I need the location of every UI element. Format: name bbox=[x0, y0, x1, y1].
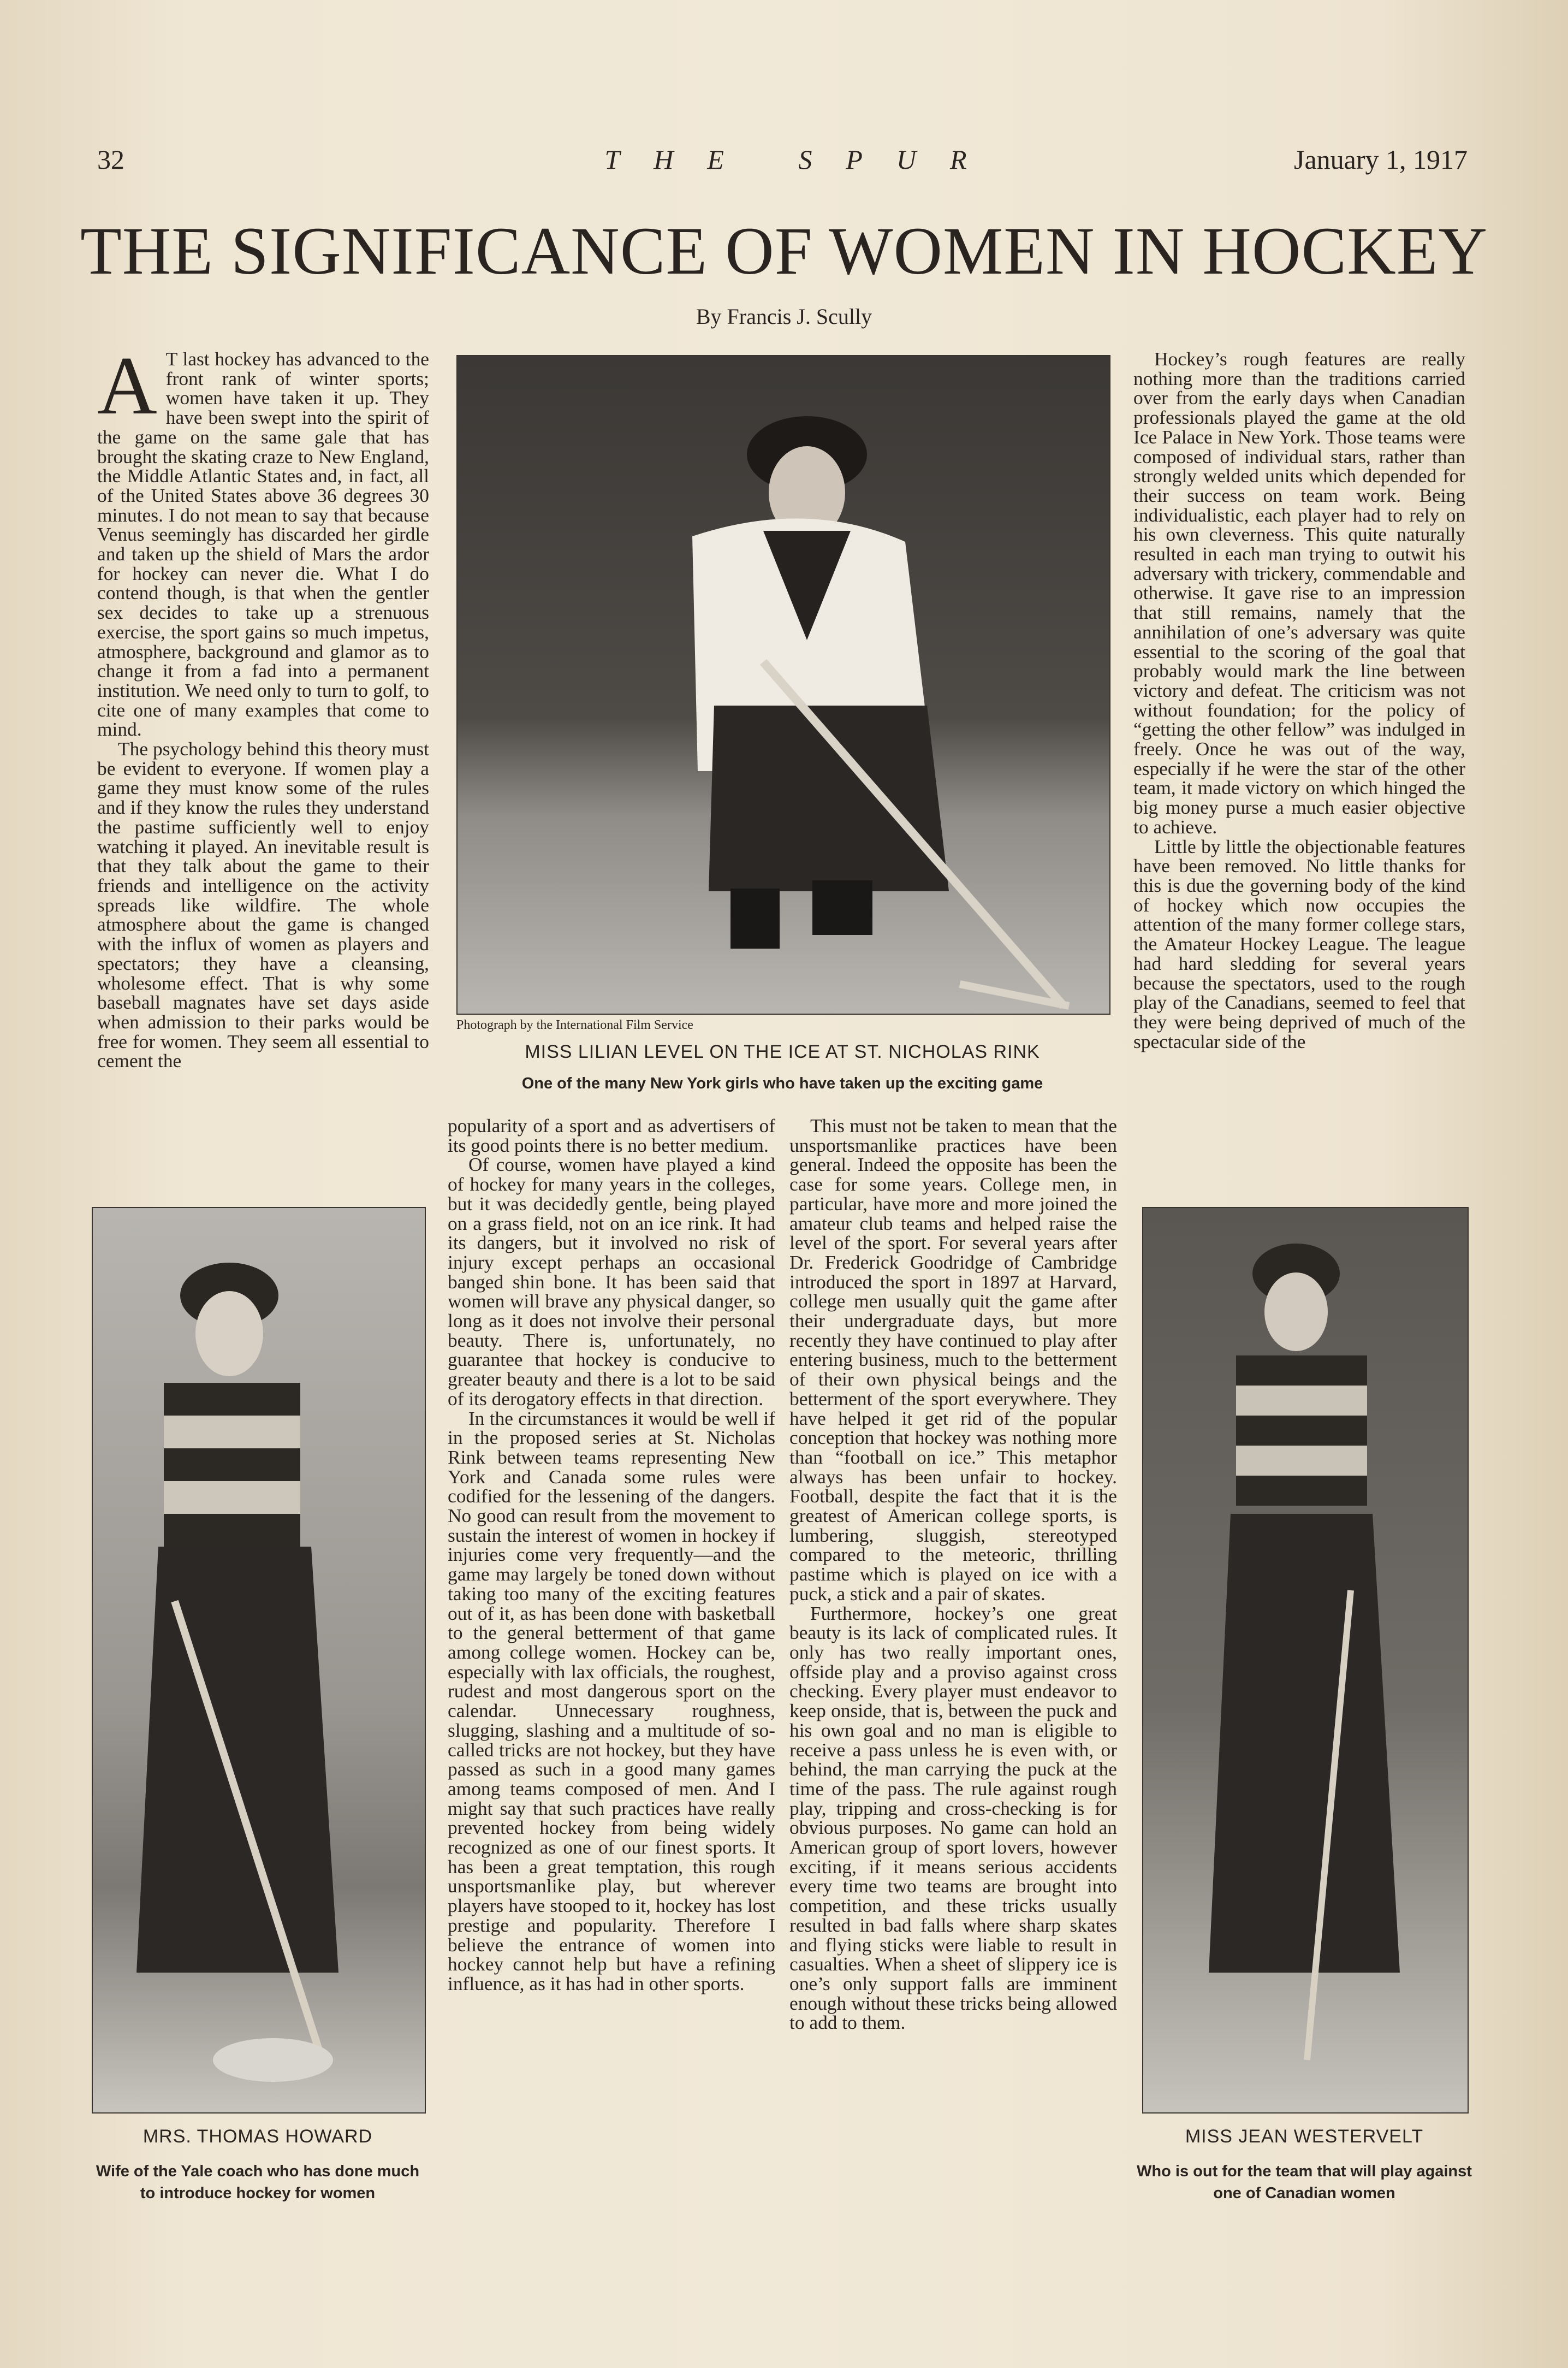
magazine-title: THE SPUR bbox=[604, 144, 1001, 175]
article-paragraph: In the circumstances it would be well if in the proposed series at St. Nicholas Rink between teams representing New York and Canada some rules were codified for the lessening of the dangers. No good can result from the movement to sustain the interest of women in hockey if injuries come very frequently—and the game may largely be toned down without taking too many of the exciting features out of it, as has been done with basketball to the general betterment of that game among college women. Hockey can be, especially with lax officials, the roughest, rudest and most dangerous sport on the calendar. Unnecessary roughness, slugging, slashing and a multitude of so-called tricks are not hockey, but they have passed as such in a good many games among teams composed of men. And I might say that such practices have really prevented hockey from being widely recognized as one of our finest sports. It has been a great temptation, this rough unsportsmanlike play, but wherever players have stooped to it, hockey has lost prestige and popularity. Therefore I believe the entrance of women into hockey cannot help but have a refining influence, as it has had in other sports. bbox=[448, 1407, 775, 1994]
photo-mrs-thomas-howard bbox=[92, 1207, 426, 2114]
article-paragraph: popularity of a sport and as advertisers of its good points there is no better medium. bbox=[448, 1115, 775, 1156]
page-number: 32 bbox=[97, 144, 124, 175]
drop-cap: A bbox=[97, 340, 157, 431]
article-title: THE SIGNIFICANCE OF WOMEN IN HOCKEY bbox=[80, 214, 1488, 288]
issue-date: January 1, 1917 bbox=[1294, 144, 1468, 175]
photo-credit: Photograph by the International Film Service bbox=[456, 1018, 693, 1032]
article-paragraph: Hockey’s rough features are really nothing more than the traditions carried over from the early days when Canadian professionals played the game at the old Ice Palace in New York. Those teams were composed of individual stars, rather than strongly welded units which depended for their success on team work. Being individualistic, each player had to rely on his own cleverness. This quite naturally resulted in each man trying to outwit his adversary with trickery, commendable and otherwise. It gave rise to an impression that still remains, namely that the annihilation of one’s adversary was quite essential to the scoring of the goal that probably would mark the line between victory and defeat. The criticism was not without foundation; for the policy of “getting the other fellow” was indulged in freely. Once he was out of the way, especially if he were the star of the other team, it made victory on which hinged the big money purse a much easier objective to achieve. bbox=[1133, 348, 1465, 838]
photo-caption-description: Who is out for the team that will play against one of Canadian women bbox=[1137, 2163, 1472, 2202]
skater-figure-illustration bbox=[458, 356, 1109, 1014]
photo-jean-westervelt bbox=[1142, 1207, 1469, 2114]
article-column-2 bbox=[448, 1116, 775, 1994]
article-paragraph: Little by little the objectionable features have been removed. No little thanks for this is due the governing body of the kind of hockey which now occupies the attention of the many former college stars, the Amateur Hockey League. The league had hard sledding for several years because the spectators, used to the rough play of the Canadians, seemed to feel that they were being deprived of much of the spectacular side of the bbox=[1133, 835, 1465, 1052]
article-paragraph: Furthermore, hockey’s one great beauty is its lack of complicated rules. It only has two really important ones, offside play and a proviso against cross checking. Every player must endeavor to keep onside, that is, between the puck and his own goal and no man is eligible to receive a pass unless he is even with, or behind, the man carrying the puck at the time of the pass. The rule against rough play, tripping and cross-checking is for obvious purposes. No game can hold an American group of sport lovers, however exciting, if it means serious accidents every time two teams are brought into competition, and these tricks usually resulted in bad falls where sharp skates and flying sticks were liable to result in casualties. When a sheet of slippery ice is one’s only support falls are imminent enough without these tricks being allowed to add to them. bbox=[789, 1602, 1117, 2034]
article-paragraph: The psychology behind this theory must be evident to everyone. If women play a game they must know some of the rules and if they know the rules they understand the pastime sufficiently well to enjoy watching it played. An inevitable result is that they talk about the game to their friends and intelligence on the activity spreads like wildfire. The whole atmosphere about the game is changed with the influx of women as players and spectators; they have a cleansing, wholesome effect. That is why some baseball magnates have set days aside when admission to their parks would be free for women. They seem all essential to cement the bbox=[97, 738, 429, 1072]
article-paragraph bbox=[97, 340, 429, 741]
article-paragraph: Of course, women have played a kind of hockey for many years in the colleges, but it was decidedly gentle, being played on a grass field, not on an ice rink. It had its dangers, but it involved no risk of injury except perhaps an occasional banged shin bone. It has been said that women will brave any physical danger, so long as it does not involve their personal beauty. There is, unfortunately, no guarantee that hockey is conducive to greater beauty and there is a lot to be said of its derogatory effects in that direction. bbox=[448, 1153, 775, 1410]
paragraph-text: T last hockey has advanced to the front rank of winter sports; women have taken it up. They have been swept into the spirit of the game on the same gale that has brought the skating craze to New England, the Middle Atlantic States and, in fact, all of the United States above 36 degrees 30 minutes. I do not mean to say that because Venus seemingly has discarded her girdle and taken up the shield of Mars the ardor for hockey can never die. What I do contend though, is that when the gentler sex decides to take up a strenuous exercise, the sport gains so much impetus, atmosphere, background and glamor as to change it from a fad into a permanent institution. We need only to turn to golf, to cite one of many examples that come to mind. bbox=[97, 348, 429, 741]
byline: By Francis J. Scully bbox=[696, 304, 872, 329]
article-column-3 bbox=[789, 1116, 1117, 2033]
player-figure-illustration bbox=[93, 1208, 425, 2112]
photo-caption-description: One of the many New York girls who have taken up the exciting game bbox=[521, 1075, 1043, 1092]
article-paragraph: This must not be taken to mean that the unsportsmanlike practices have been general. Indeed the opposite has been the case for some years. College men, in particular, have more and more joined the amateur club teams and helped raise the level of the sport. For several years after Dr. Frederick Goodridge of Cambridge introduced the sport in 1897 at Harvard, college men usually quit the game after their undergraduate days, but more recently they have continued to play after entering business, much to the betterment of their own physical beings and the betterment of the sport everywhere. They have helped it get rid of the popular conception that hockey was nothing more than “football on ice.” This metaphor always has been unfair to hockey. Football, despite the fact that it is the greatest of American college sports, is lumbering, sluggish, stereotyped compared to the meteoric, thrilling pastime which is played on ice with a puck, a stick and a pair of skates. bbox=[789, 1115, 1117, 1605]
player-figure-illustration bbox=[1143, 1208, 1468, 2112]
article-column-4 bbox=[1133, 350, 1465, 1051]
photo-caption-title: MISS JEAN WESTERVELT bbox=[1185, 2126, 1424, 2147]
photo-caption-description: Wife of the Yale coach who has done much to introduce hockey for women bbox=[96, 2163, 420, 2202]
photo-caption-title: MRS. THOMAS HOWARD bbox=[142, 2126, 373, 2147]
article-column-1 bbox=[97, 340, 429, 1072]
photo-lilian-level bbox=[456, 355, 1110, 1015]
photo-caption-title: MISS LILIAN LEVEL ON THE ICE AT ST. NICHOLAS RINK bbox=[525, 1041, 1040, 1062]
